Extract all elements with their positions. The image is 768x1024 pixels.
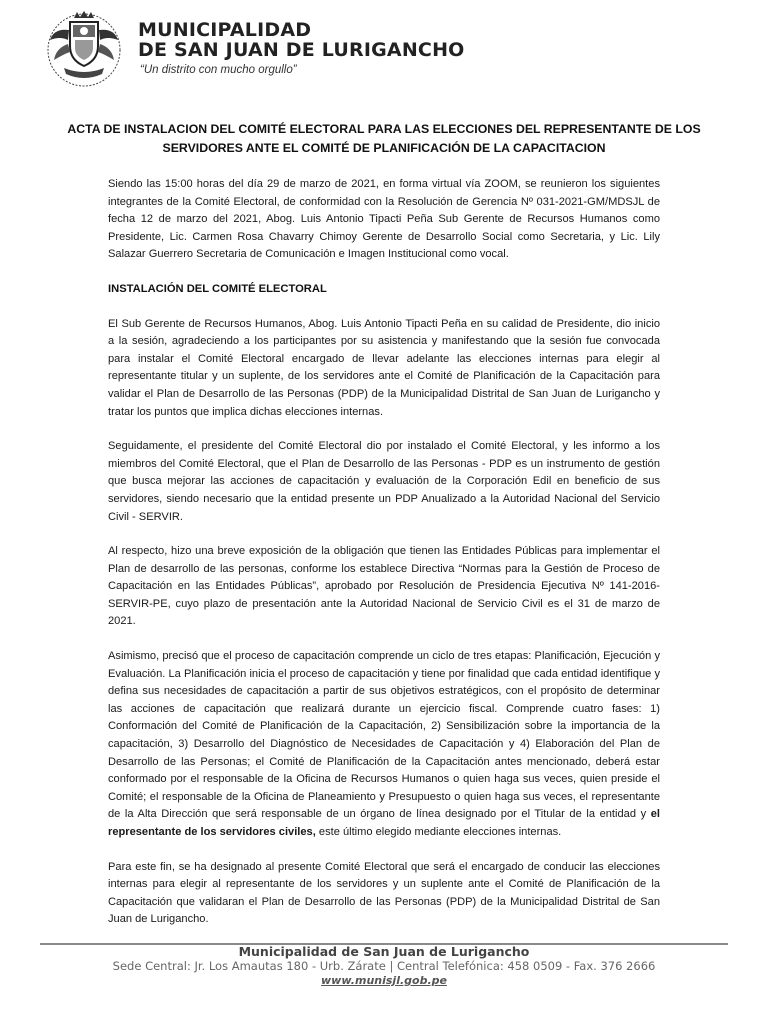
paragraph-installation: El Sub Gerente de Recursos Humanos, Abog. Luis Antonio Tipacti Peña en su calidad de Presidente, dio inicio a la sesión, agradeciendo a los participantes por su asistencia y manifestando que la sesión fue convocada para instalar el Comité Electoral encargado de llevar adelante las elecciones internas para elegir al representante titular y un suplente, de los servidores ante el Comité de Planificación de la Capacitación para validar el Plan de Desarrollo de las Personas (PDP) de la Municipalidad Distrital de San Juan de Lurigancho y tratar los puntos que implica dichas elecciones internas. [108,317,660,418]
training-cycle-text: Asimismo, precisó que el proceso de capacitación comprende un ciclo de tres etapas: Planificación, Ejecución y Evaluación. La Planificación inicia el proceso de capacitación y tiene por finalidad que cada entidad identifique y defina sus necesidades de capacitación a partir de sus objetivos estratégicos, con el propósito de determinar las acciones de capacitación que realizará durante un ejercicio fiscal. Comprende cuatro fases: 1) Conformación del Comité de Planificación de la Capacitación, 2) Sensibilización sobre la importancia de la capacitación, 3) Desarrollo del Diagnóstico de Necesidades de Capacitación y 4) Elaboración del Plan de Desarrollo de las Personas; el Comité de Planificación de la Capacitación antes mencionado, deberá estar conformado por el responsable de la Oficina de Recursos Humanos o quien haga sus veces, quien preside el Comité; el responsable de la Oficina de Planeamiento y Presupuesto o quien haga sus veces, el representante de la Alta Dirección que será responsable de un órgano de línea designado por el Titular de la entidad y [108,650,660,821]
paragraph-training-cycle [108,648,660,842]
document-body [108,176,660,946]
paragraph-pdp: Seguidamente, el presidente del Comité Electoral dio por instalado el Comité Electoral, y les informo a los miembros del Comité Electoral, que el Plan de Desarrollo de las Personas - PDP es un instrumento de gestión que busca mejorar las acciones de capacitación y evaluación de la Corporación Edil en beneficio de sus servidores, siendo necesario que la entidad presente un PDP Anualizado a la Autoridad Nacional del Servicio Civil - SERVIR. [108,440,660,523]
municipality-name-line1: MUNICIPALIDAD [138,19,312,41]
footer-title: Municipalidad de San Juan de Lurigancho [238,944,530,959]
municipal-seal-icon [40,10,136,90]
section-heading: INSTALACIÓN DEL COMITÉ ELECTORAL [108,282,327,295]
municipality-name-line2: DE SAN JUAN DE LURIGANCHO [138,39,465,61]
footer-address: Sede Central: Jr. Los Amautas 180 - Urb. Zárate | Central Telefónica: 458 0509 - Fax. 376 2666 [112,959,656,973]
intro-paragraph: Siendo las 15:00 horas del día 29 de marzo de 2021, en forma virtual vía ZOOM, se reunieron los siguientes integrantes de la Comité Electoral, de conformidad con la Resolución de Gerencia Nº 031-2021-GM/MDSJL de fecha 12 de marzo del 2021, Abog. Luis Antonio Tipacti Peña Sub Gerente de Recursos Humanos como Presidente, Lic. Carmen Rosa Chavarry Chimoy Gerente de Desarrollo Social como Secretaria, y Lic. Lily Salazar Guerrero Secretaria de Comunicación e Imagen Institucional como vocal. [108,178,660,261]
paragraph-obligation: Al respecto, hizo una breve exposición de la obligación que tienen las Entidades Públicas para implementar el Plan de desarrollo de las personas, conforme los establece Directiva “Normas para la Gestión de Proceso de Capacitación en las Entidades Públicas”, aprobado por Resolución de Presidencia Ejecutiva Nº 141-2016-SERVIR-PE, cuyo plazo de presentación ante la Autoridad Nacional de Servicio Civil es el 31 de marzo de 2021. [108,545,660,628]
footer [60,944,708,988]
slogan: “Un distrito con mucho orgullo” [140,64,297,76]
training-cycle-text-end: este último elegido mediante elecciones internas. [315,826,562,838]
training-cycle-bold: el representante de los servidores civiles, [108,808,660,838]
paragraph-purpose: Para este fin, se ha designado al presente Comité Electoral que será el encargado de conducir las elecciones internas para elegir al representante de los servidores y un suplente ante el Comité de Planificación de la Capacitación que validaran el Plan de Desarrollo de las Personas (PDP) de la Municipalidad Distrital de San Juan de Lurigancho. [108,860,660,926]
municipality-name [138,20,465,60]
letterhead [40,10,500,90]
footer-website-link[interactable]: www.munisjl.gob.pe [321,974,447,987]
document-title: ACTA DE INSTALACION DEL COMITÉ ELECTORAL PARA LAS ELECCIONES DEL REPRESENTANTE DE LOS SERVIDORES ANTE EL COMITÉ DE PLANIFICACIÓN DE LA CAPACITACION [67,122,701,155]
